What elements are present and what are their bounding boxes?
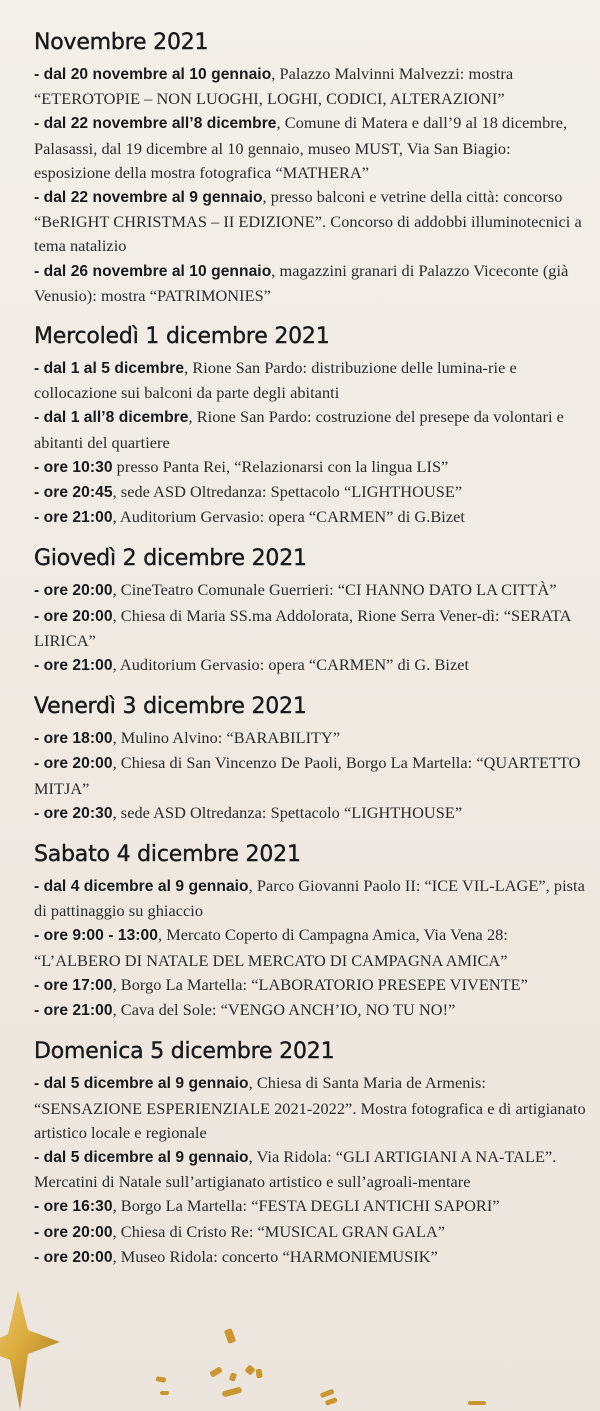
day-section [34, 692, 590, 826]
event-description: , magazzini granari di Palazzo Viceconte (già Venusio): mostra “PATRIMONIES” [34, 260, 569, 305]
event-description: , Borgo La Martella: “LABORATORIO PRESEPE VIVENTE” [112, 974, 528, 994]
event-date-time: - dal 5 dicembre al 9 gennaio [34, 1075, 249, 1093]
event-description: , Chiesa di Cristo Re: “MUSICAL GRAN GALA” [112, 1221, 446, 1241]
event-entry [34, 578, 590, 603]
event-description: , Auditorium Gervasio: opera “CARMEN” di G.Bizet [112, 507, 465, 527]
event-date-time: - ore 20:00 [34, 1223, 113, 1241]
event-entry [34, 726, 590, 751]
event-description: presso Panta Rei, “Relazionarsi con la lingua LIS” [112, 456, 449, 476]
event-date-time: - ore 10:30 [34, 458, 113, 476]
event-entry [34, 973, 590, 998]
event-description: , Borgo La Martella: “FESTA DEGLI ANTICHI SAPORI” [112, 1196, 500, 1216]
event-date-time: - dal 5 dicembre al 9 gennaio [34, 1148, 249, 1166]
event-description: , Auditorium Gervasio: opera “CARMEN” di G. Bizet [112, 655, 470, 675]
event-description: , Museo Ridola: concerto “HARMONIEMUSIK” [112, 1246, 438, 1266]
event-description: , Chiesa di Santa Maria de Armenis: “SENSAZIONE ESPERIENZIALE 2021-2022”. Mostra fotografica e di artigianato artistico locale e regionale [34, 1073, 586, 1142]
event-description: , Via Ridola: “GLI ARTIGIANI A NA-TALE”. Mercatini di Natale sull’artigianato artistico e sull’agroali-mentare [34, 1146, 557, 1192]
day-title: Sabato 4 dicembre 2021 [34, 842, 301, 868]
event-entry [34, 259, 590, 308]
event-date-time: - dal 22 novembre all’8 dicembre [34, 115, 277, 133]
day-section [34, 322, 590, 530]
star-icon [0, 1290, 60, 1410]
event-description: , CineTeatro Comunale Guerrieri: “CI HANNO DATO LA CITTÀ” [112, 580, 557, 600]
event-entry [34, 62, 590, 111]
event-entry [34, 505, 590, 530]
day-title: Venerdì 3 dicembre 2021 [34, 694, 307, 720]
event-date-time: - dal 22 novembre al 9 gennaio [34, 189, 263, 207]
event-date-time: - ore 16:30 [34, 1198, 113, 1216]
event-description: , Chiesa di San Vincenzo De Paoli, Borgo La Martella: “QUARTETTO MITJA” [34, 753, 581, 798]
day-section [34, 1037, 590, 1270]
event-entry [34, 604, 590, 653]
event-date-time: - ore 20:00 [34, 582, 113, 600]
event-description: , sede ASD Oltredanza: Spettacolo “LIGHTHOUSE” [112, 802, 463, 822]
day-title: Giovedì 2 dicembre 2021 [34, 546, 307, 572]
day-section [34, 544, 590, 678]
event-description: , presso balconi e vetrine della città: concorso “BeRIGHT CHRISTMAS – II EDIZIONE”. Concorso di addobbi illuminotecnici a tema natalizio [34, 187, 582, 256]
day-title: Novembre 2021 [34, 30, 209, 55]
event-description: , sede ASD Oltredanza: Spettacolo “LIGHTHOUSE” [112, 482, 463, 502]
event-date-time: - dal 1 all’8 dicembre [34, 409, 189, 427]
event-entry [34, 111, 590, 185]
event-entry [34, 455, 590, 480]
event-description: , Rione San Pardo: distribuzione delle lumina-rie e collocazione sui balconi da parte degli abitanti [34, 358, 517, 403]
event-date-time: - ore 20:00 [34, 755, 113, 773]
event-date-time: - dal 20 novembre al 10 gennaio [34, 66, 272, 83]
day-section [34, 28, 590, 308]
event-description: , Comune di Matera e dall’9 al 18 dicembre, Palasassi, dal 19 dicembre al 10 gennaio, museo MUST, Via San Biagio: esposizione della mostra fotografica “MATHERA” [34, 113, 568, 182]
event-date-time: - ore 18:00 [34, 730, 113, 748]
event-date-time: - ore 20:45 [34, 484, 113, 502]
event-description: , Cava del Sole: “VENGO ANCH’IO, NO TU NO!” [112, 1000, 456, 1020]
event-entry [34, 405, 590, 454]
event-entry [34, 356, 590, 405]
event-entry [34, 1194, 590, 1219]
events-program [34, 28, 590, 1284]
event-entry [34, 923, 590, 972]
event-description: , Parco Giovanni Paolo II: “ICE VIL-LAGE”, pista di pattinaggio su ghiaccio [34, 876, 585, 921]
event-entry [34, 185, 590, 259]
event-description: , Mercato Coperto di Campagna Amica, Via Vena 28: “L’ALBERO DI NATALE DEL MERCATO DI CAMPAGNA AMICA” [34, 925, 508, 970]
event-date-time: - ore 21:00 [34, 657, 113, 675]
event-description: , Chiesa di Maria SS.ma Addolorata, Rione Serra Vener-dì: “SERATA LIRICA” [34, 605, 571, 650]
event-date-time: - ore 20:00 [34, 1248, 113, 1266]
event-entry [34, 874, 590, 923]
day-section [34, 840, 590, 1023]
event-description: , Mulino Alvino: “BARABILITY” [112, 728, 341, 748]
event-entry [34, 751, 590, 800]
event-date-time: - ore 21:00 [34, 1002, 113, 1020]
event-entry [34, 653, 590, 678]
day-title: Mercoledì 1 dicembre 2021 [34, 324, 330, 350]
event-date-time: - dal 1 al 5 dicembre [34, 360, 185, 378]
event-date-time: - ore 20:30 [34, 804, 113, 822]
event-date-time: - ore 9:00 - 13:00 [34, 927, 158, 945]
event-description: , Palazzo Malvinni Malvezzi: mostra “ETEROTOPIE – NON LUOGHI, LOGHI, CODICI, ALTERAZIONI” [34, 64, 514, 109]
event-entry [34, 801, 590, 826]
day-title: Domenica 5 dicembre 2021 [34, 1039, 335, 1065]
event-date-time: - ore 17:00 [34, 976, 113, 994]
event-date-time: - dal 4 dicembre al 9 gennaio [34, 878, 249, 896]
event-description: , Rione San Pardo: costruzione del presepe da volontari e abitanti del quartiere [34, 407, 564, 452]
event-entry [34, 1220, 590, 1245]
event-entry [34, 998, 590, 1023]
event-entry [34, 1245, 590, 1270]
event-entry [34, 1145, 590, 1194]
event-date-time: - ore 20:00 [34, 607, 113, 625]
event-entry [34, 480, 590, 505]
event-date-time: - dal 26 novembre al 10 gennaio [34, 262, 272, 280]
event-date-time: - ore 21:00 [34, 509, 113, 527]
confetti-icon [150, 1311, 570, 1411]
event-entry [34, 1071, 590, 1145]
